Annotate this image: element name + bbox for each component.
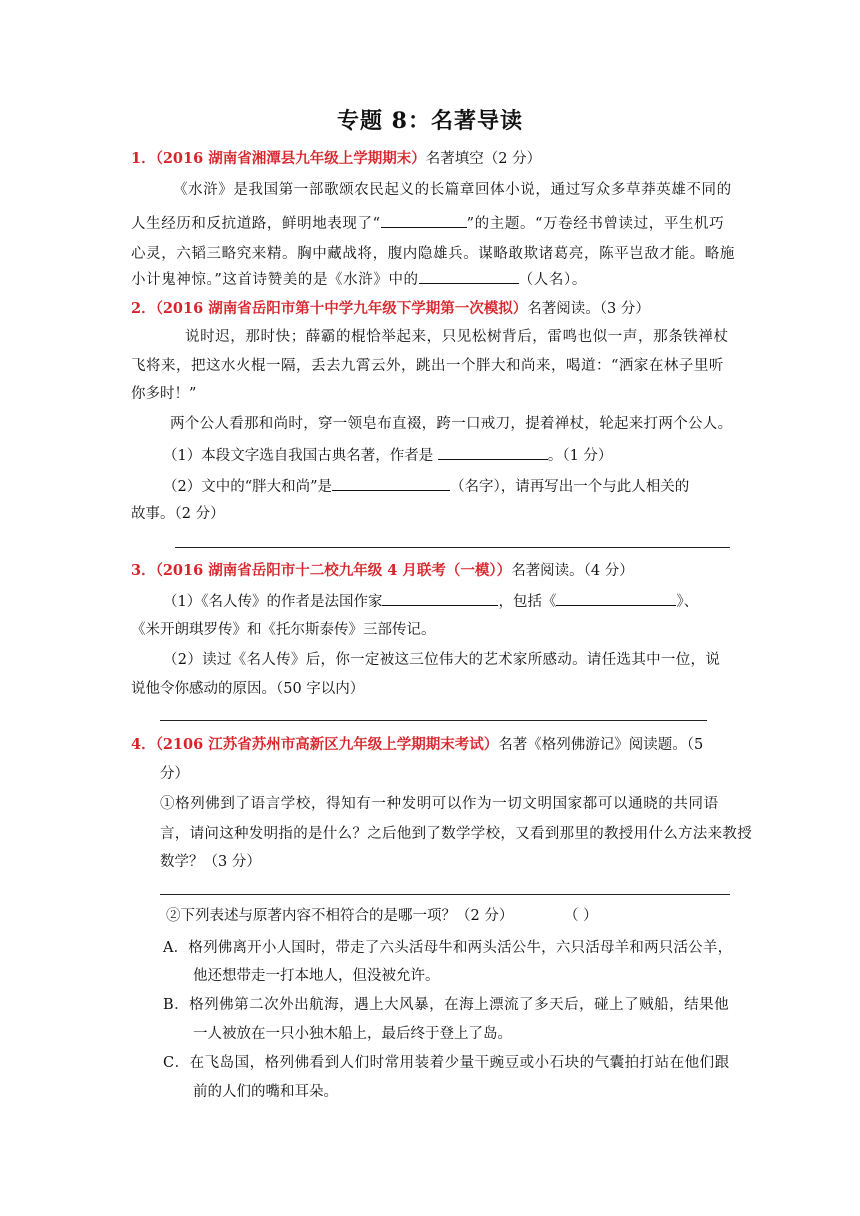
answer-blank[interactable] <box>332 475 450 491</box>
answer-blank[interactable] <box>419 268 519 284</box>
answer-line[interactable] <box>175 547 730 548</box>
option-c-line-1: C．在飞岛国，格列佛看到人们时常用装着少量干豌豆或小石块的气囊拍打站在他们跟 <box>163 1055 730 1071</box>
q3-sub-1-mid: ，包括《 <box>498 594 557 610</box>
page-title: 专题 8：名著导读 <box>337 108 523 134</box>
q3-sub-1-text: （1）《名人传》的作者是法国作家 <box>163 594 383 610</box>
q1-line-2-a: 人生经历和反抗道路，鲜明地表现了“ <box>131 216 381 232</box>
question-2-header <box>131 299 650 319</box>
question-source: （2106 江苏省苏州市高新区九年级上学期期末考试） <box>155 736 499 753</box>
option-b-line-1: B．格列佛第二次外出航海，遇上大风暴，在海上漂流了多天后，碰上了贼船，结果他 <box>163 997 730 1013</box>
q4-b-prompt <box>166 906 513 926</box>
answer-line[interactable] <box>160 894 730 895</box>
q1-line-3: 心灵，六韬三略究来精。胸中藏战将，腹内隐雄兵。谋略敢欺诸葛亮，陈平岂敌才能。略施 <box>131 246 735 262</box>
answer-blank[interactable] <box>556 590 676 606</box>
q1-line-1: 《水浒》是我国第一部歌颂农民起义的长篇章回体小说，通过写众多草莽英雄不同的 <box>173 182 732 198</box>
question-number: 4． <box>131 736 156 753</box>
question-4-header <box>131 735 703 755</box>
question-number: 3． <box>131 562 156 579</box>
question-source: （2016 湖南省岳阳市第十中学九年级下学期第一次模拟） <box>155 300 528 317</box>
q2-passage-4: 两个公人看那和尚时，穿一领皂布直裰，跨一口戒刀，提着禅杖，轮起来打两个公人。 <box>170 416 733 432</box>
q3-sub-2: （2）读过《名人传》后，你一定被这三位伟大的艺术家所感动。请任选其中一位，说 <box>163 652 721 668</box>
question-3-header <box>131 561 634 581</box>
q2-sub-2-text: （2）文中的“胖大和尚”是 <box>163 479 333 495</box>
q2-sub-2 <box>163 475 689 497</box>
answer-blank[interactable] <box>438 444 548 460</box>
q1-line-2 <box>131 212 724 234</box>
q2-sub-2-cont: 故事。（2 分） <box>131 506 225 522</box>
q1-line-2-b: ”的主题。“万卷经书曾读过，平生机巧 <box>466 216 725 232</box>
q1-line-4-b: （人名）。 <box>518 272 587 288</box>
question-4-score: 分） <box>160 766 189 782</box>
question-task: 名著《格列佛游记》阅读题。（5 <box>498 737 704 753</box>
q4-a-line-3: 数学？（3 分） <box>160 854 261 870</box>
answer-line[interactable] <box>160 720 707 721</box>
q2-sub-1-score: 。（1 分） <box>547 448 613 464</box>
q3-sub-1 <box>163 590 698 612</box>
q2-passage-2: 飞将来，把这水火棍一隔，丢去九霄云外，跳出一个胖大和尚来，喝道：“洒家在林子里听 <box>131 358 724 374</box>
question-task: 名著填空（2 分） <box>425 151 542 167</box>
q2-passage-3: 你多时！” <box>131 386 197 402</box>
question-task: 名著阅读。（3 分） <box>527 301 650 317</box>
option-b-line-2: 一人被放在一只小独木船上，最后终于登上了岛。 <box>193 1026 512 1042</box>
q4-a-line-1: ①格列佛到了语言学校，得知有一种发明可以作为一切文明国家都可以通晓的共同语 <box>160 796 719 812</box>
q2-sub-1-text: （1）本段文字选自我国古典名著，作者是 <box>163 448 438 464</box>
q2-passage-1: 说时迟，那时快；薛霸的棍恰举起来，只见松树背后，雷鸣也似一声，那条铁禅杖 <box>185 329 729 345</box>
question-task: 名著阅读。（4 分） <box>511 563 634 579</box>
answer-bracket[interactable]: （ ） <box>564 908 598 924</box>
q3-sub-1-end: 》、 <box>676 594 699 610</box>
question-number: 1． <box>131 150 156 167</box>
question-number: 2． <box>131 300 156 317</box>
answer-blank[interactable] <box>382 590 498 606</box>
question-source: （2016 湖南省湘潭县九年级上学期期末） <box>155 150 426 167</box>
question-source: （2016 湖南省岳阳市十二校九年级 4 月联考（一模）） <box>155 562 512 579</box>
q4-a-line-2: 言，请问这种发明指的是什么？之后他到了数学学校，又看到那里的教授用什么方法来教授 <box>160 826 752 842</box>
q2-sub-2-tail: （名字），请再写出一个与此人相关的 <box>450 479 690 495</box>
option-c-line-2: 前的人们的嘴和耳朵。 <box>193 1084 338 1100</box>
question-1-header <box>131 149 541 169</box>
q4-b-text: ②下列表述与原著内容不相符合的是哪一项？（2 分） <box>166 908 514 924</box>
q1-line-4 <box>131 268 587 290</box>
answer-blank[interactable] <box>381 212 467 228</box>
q1-line-4-a: 小计鬼神惊。”这首诗赞美的是《水浒》中的 <box>131 272 419 288</box>
q2-sub-1 <box>163 444 612 466</box>
q3-sub-2-cont: 说他令你感动的原因。（50 字以内） <box>131 681 365 697</box>
option-a-line-2: 他还想带走一打本地人，但没被允许。 <box>193 968 440 984</box>
option-a-line-1: A．格列佛离开小人国时，带走了六头活母牛和两头活公牛，六只活母羊和两只活公羊， <box>163 940 733 956</box>
q3-sub-1-cont: 《米开朗琪罗传》和《托尔斯泰传》三部传记。 <box>131 622 436 638</box>
